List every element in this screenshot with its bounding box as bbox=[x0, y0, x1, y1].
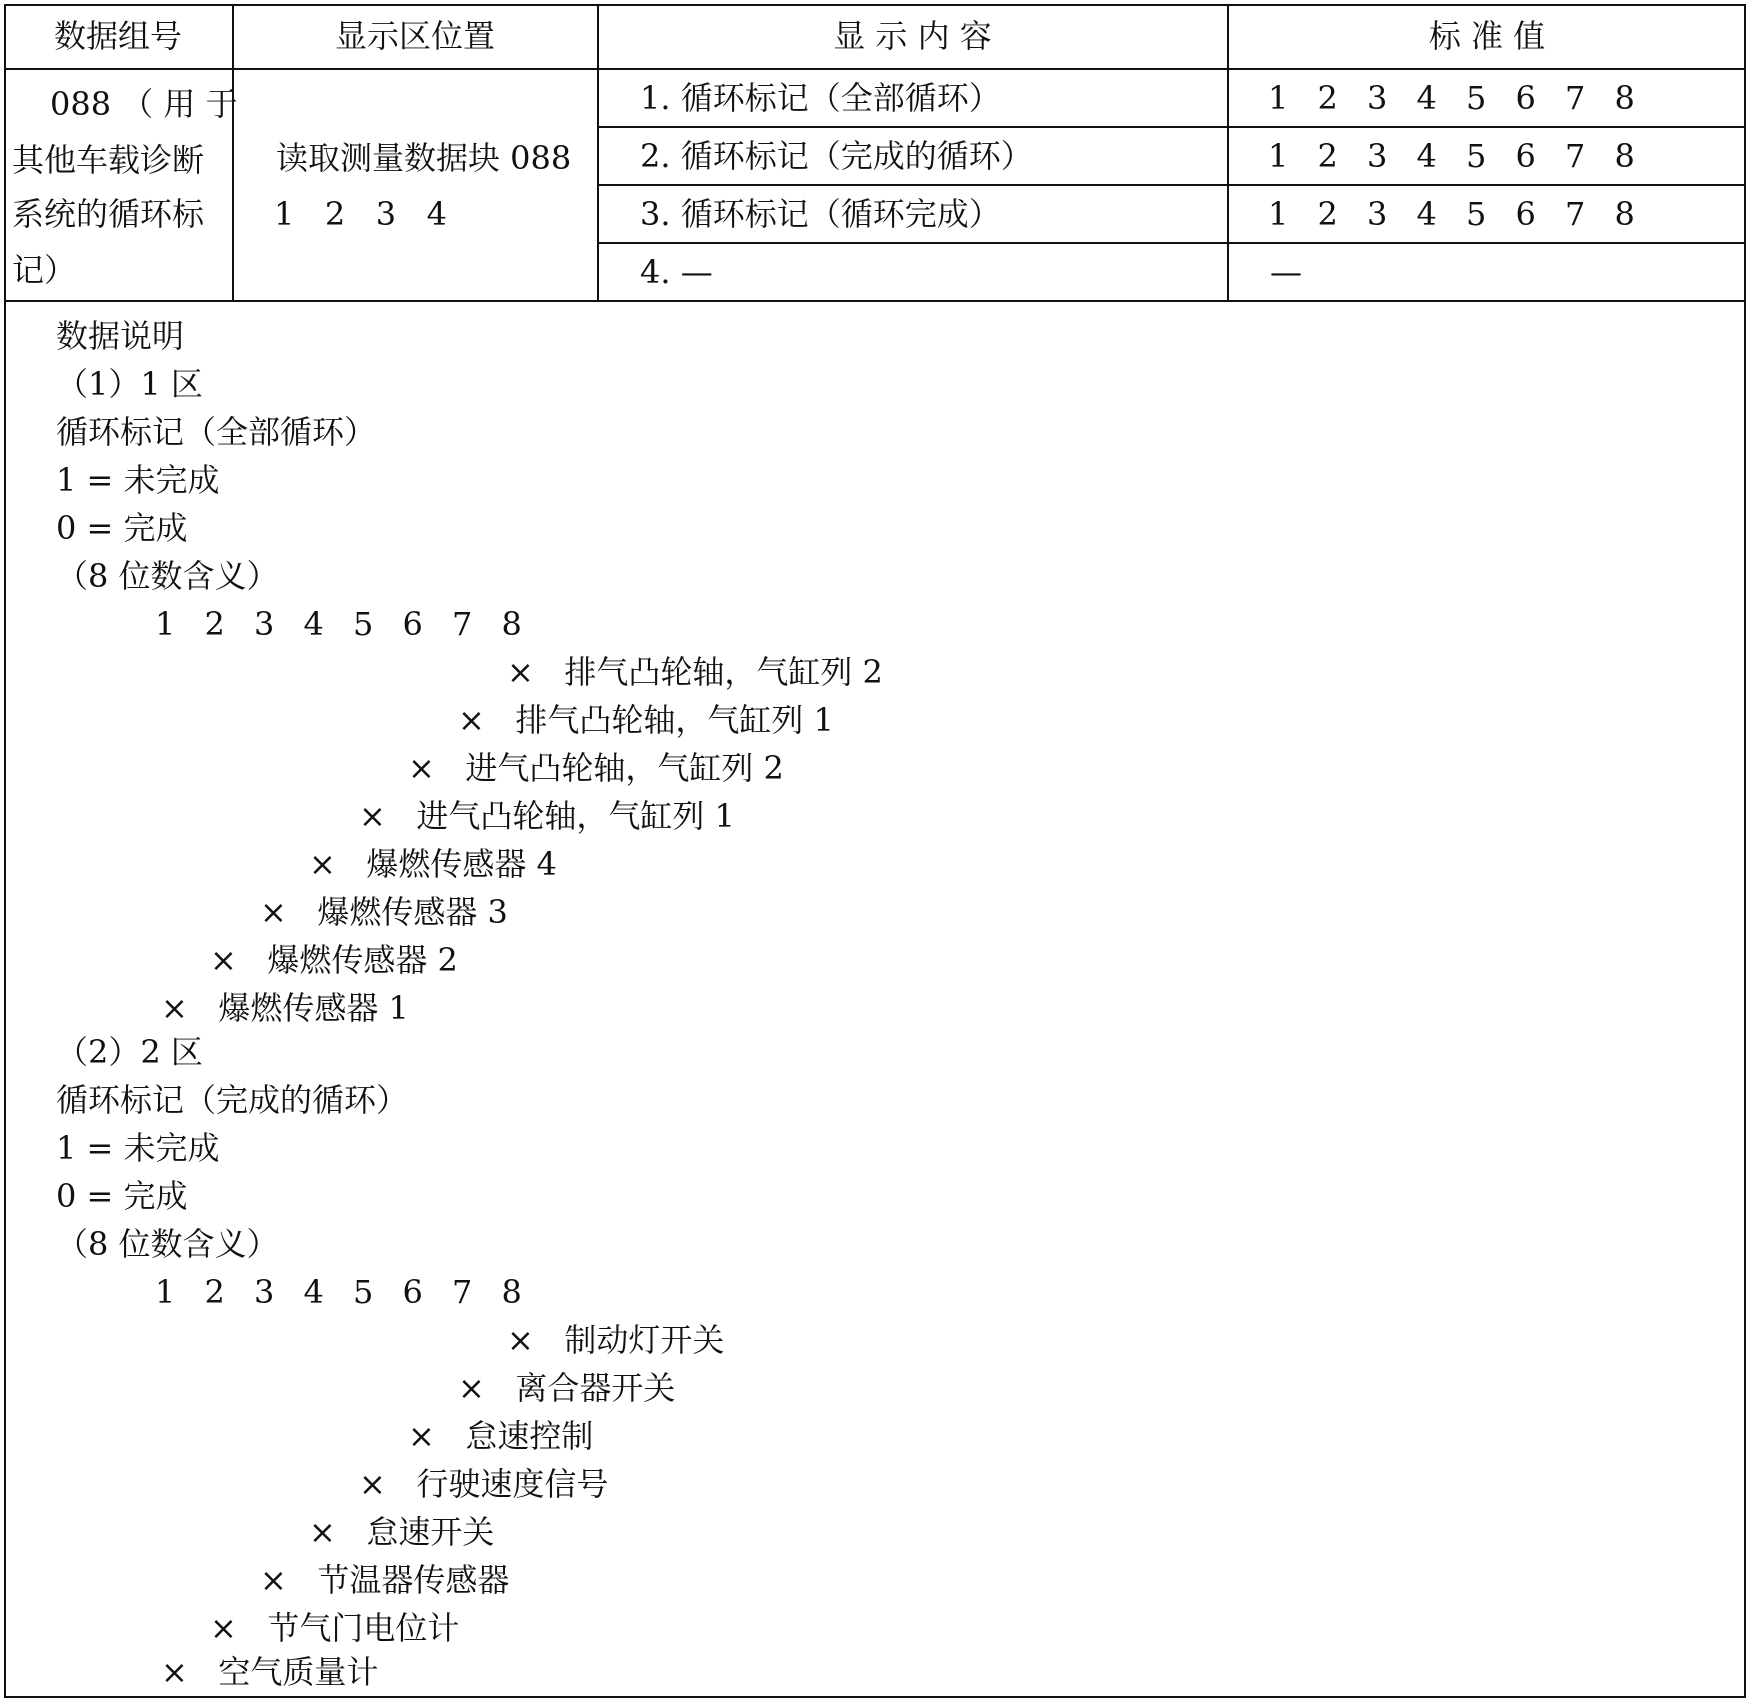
zone1-bit-3 bbox=[260, 892, 508, 932]
cross-mark: × bbox=[309, 1513, 336, 1551]
bit-digit: 3 bbox=[254, 605, 275, 643]
cross-mark: × bbox=[260, 893, 287, 931]
cross-mark: × bbox=[408, 749, 435, 787]
location-line-2: 1 2 3 4 bbox=[274, 195, 447, 233]
body-divider bbox=[4, 300, 1746, 302]
standard-digit: 6 bbox=[1515, 79, 1536, 117]
standard-digit: 2 bbox=[1317, 195, 1338, 233]
bit-digit: 3 bbox=[254, 1273, 275, 1311]
content-row-3: 3. 循环标记（循环完成） bbox=[640, 195, 1001, 233]
zone1-bit-5 bbox=[359, 796, 735, 836]
bit-label: 怠速开关 bbox=[366, 1513, 495, 1551]
location-line-1: 读取测量数据块 088 bbox=[276, 139, 572, 177]
bit-digit: 7 bbox=[452, 1273, 473, 1311]
cross-mark: × bbox=[309, 845, 336, 883]
standard-row-1 bbox=[1268, 80, 1664, 116]
bit-digit: 6 bbox=[402, 605, 423, 643]
zone2-zero: 0 = 完成 bbox=[56, 1177, 188, 1215]
content-row-1: 1. 循环标记（全部循环） bbox=[640, 79, 1001, 117]
zone2-bit-7 bbox=[458, 1368, 675, 1408]
cross-mark: × bbox=[458, 701, 485, 739]
bit-label: 爆燃传感器 3 bbox=[317, 893, 508, 931]
bit-label: 空气质量计 bbox=[218, 1653, 379, 1691]
bit-digit: 1 bbox=[155, 605, 176, 643]
bit-label: 排气凸轮轴，气缸列 1 bbox=[515, 701, 834, 739]
zone1-one: 1 = 未完成 bbox=[56, 461, 220, 499]
zone2-bit-6 bbox=[408, 1416, 593, 1456]
zone1-bit-4 bbox=[309, 844, 557, 884]
zone1-meaning: （8 位数含义） bbox=[56, 557, 279, 595]
standard-digit: 8 bbox=[1614, 79, 1635, 117]
standard-digit: 3 bbox=[1367, 79, 1388, 117]
standard-digit: 3 bbox=[1367, 137, 1388, 175]
standard-digit: 1 bbox=[1268, 79, 1289, 117]
bit-digit: 5 bbox=[353, 605, 374, 643]
cross-mark: × bbox=[507, 653, 534, 691]
cross-mark: × bbox=[260, 1561, 287, 1599]
zone1-bit-2 bbox=[210, 940, 458, 980]
bit-digit: 7 bbox=[452, 605, 473, 643]
cross-mark: × bbox=[359, 1465, 386, 1503]
header-standard-value: 标 准 值 bbox=[1428, 17, 1546, 55]
group-number-line-2: 其他车载诊断 bbox=[12, 141, 205, 179]
group-number-line-1: 088 （ 用 于 bbox=[50, 85, 238, 123]
zone1-bit-6 bbox=[408, 748, 784, 788]
zone2-bit-5 bbox=[359, 1464, 608, 1504]
zone2-one: 1 = 未完成 bbox=[56, 1129, 220, 1167]
standard-digit: 7 bbox=[1565, 79, 1586, 117]
cross-mark: × bbox=[161, 1653, 188, 1691]
standard-digit: 1 bbox=[1268, 137, 1289, 175]
standard-row-3 bbox=[1268, 196, 1664, 232]
header-display-content: 显 示 内 容 bbox=[833, 17, 992, 55]
cross-mark: × bbox=[161, 989, 188, 1027]
header-display-location: 显示区位置 bbox=[334, 17, 495, 55]
zone1-digits bbox=[155, 604, 551, 644]
row-divider-2 bbox=[598, 184, 1746, 186]
table-frame bbox=[4, 4, 1746, 1698]
zone2-name: 循环标记（完成的循环） bbox=[56, 1081, 409, 1119]
zone2-bit-4 bbox=[309, 1512, 494, 1552]
zone2-bit-8 bbox=[507, 1320, 724, 1360]
zone1-zero: 0 = 完成 bbox=[56, 509, 188, 547]
bit-digit: 6 bbox=[402, 1273, 423, 1311]
zone1-name: 循环标记（全部循环） bbox=[56, 413, 377, 451]
header-divider bbox=[4, 68, 1746, 70]
zone2-bit-2 bbox=[210, 1608, 459, 1648]
bit-digit: 1 bbox=[155, 1273, 176, 1311]
group-number-line-3: 系统的循环标 bbox=[12, 195, 205, 233]
bit-digit: 8 bbox=[501, 605, 522, 643]
bit-label: 离合器开关 bbox=[515, 1369, 676, 1407]
standard-digit: 6 bbox=[1515, 195, 1536, 233]
zone1-bit-8 bbox=[507, 652, 883, 692]
standard-digit: 3 bbox=[1367, 195, 1388, 233]
standard-digit: 5 bbox=[1466, 195, 1487, 233]
group-number-line-4: 记） bbox=[12, 251, 77, 289]
bit-label: 爆燃传感器 2 bbox=[267, 941, 458, 979]
zone2-meaning: （8 位数含义） bbox=[56, 1225, 279, 1263]
standard-digit: 6 bbox=[1515, 137, 1536, 175]
cross-mark: × bbox=[458, 1369, 485, 1407]
standard-digit: 4 bbox=[1416, 195, 1437, 233]
standard-row-4: — bbox=[1270, 253, 1302, 291]
bit-digit: 8 bbox=[501, 1273, 522, 1311]
standard-digit: 5 bbox=[1466, 137, 1487, 175]
bit-digit: 4 bbox=[303, 605, 324, 643]
bit-label: 爆燃传感器 4 bbox=[366, 845, 557, 883]
content-row-4: 4. — bbox=[640, 253, 713, 291]
zone1-bit-1 bbox=[161, 988, 409, 1028]
standard-digit: 4 bbox=[1416, 137, 1437, 175]
standard-digit: 7 bbox=[1565, 195, 1586, 233]
zone1-bit-7 bbox=[458, 700, 834, 740]
notes-title: 数据说明 bbox=[56, 317, 185, 355]
cross-mark: × bbox=[359, 797, 386, 835]
zone2-bit-3 bbox=[260, 1560, 509, 1600]
bit-label: 怠速控制 bbox=[465, 1417, 594, 1455]
bit-digit: 5 bbox=[353, 1273, 374, 1311]
bit-digit: 2 bbox=[204, 605, 225, 643]
zone2-bit-1 bbox=[161, 1652, 378, 1692]
standard-digit: 2 bbox=[1317, 137, 1338, 175]
cross-mark: × bbox=[210, 941, 237, 979]
bit-label: 进气凸轮轴，气缸列 1 bbox=[416, 797, 735, 835]
header-group-number: 数据组号 bbox=[53, 17, 182, 55]
content-row-2: 2. 循环标记（完成的循环） bbox=[640, 137, 1033, 175]
standard-digit: 8 bbox=[1614, 137, 1635, 175]
standard-row-2 bbox=[1268, 138, 1664, 174]
zone1-heading: （1）1 区 bbox=[56, 365, 203, 403]
zone2-digits bbox=[155, 1272, 551, 1312]
row-divider-3 bbox=[598, 242, 1746, 244]
standard-digit: 7 bbox=[1565, 137, 1586, 175]
standard-digit: 5 bbox=[1466, 79, 1487, 117]
cross-mark: × bbox=[507, 1321, 534, 1359]
standard-digit: 4 bbox=[1416, 79, 1437, 117]
zone2-heading: （2）2 区 bbox=[56, 1033, 203, 1071]
standard-digit: 1 bbox=[1268, 195, 1289, 233]
cross-mark: × bbox=[210, 1609, 237, 1647]
row-divider-1 bbox=[598, 126, 1746, 128]
bit-label: 行驶速度信号 bbox=[416, 1465, 609, 1503]
cross-mark: × bbox=[408, 1417, 435, 1455]
standard-digit: 8 bbox=[1614, 195, 1635, 233]
bit-label: 节气门电位计 bbox=[267, 1609, 460, 1647]
bit-label: 节温器传感器 bbox=[317, 1561, 510, 1599]
bit-label: 制动灯开关 bbox=[564, 1321, 725, 1359]
bit-digit: 4 bbox=[303, 1273, 324, 1311]
bit-label: 进气凸轮轴，气缸列 2 bbox=[465, 749, 784, 787]
standard-digit: 2 bbox=[1317, 79, 1338, 117]
bit-label: 排气凸轮轴，气缸列 2 bbox=[564, 653, 883, 691]
bit-digit: 2 bbox=[204, 1273, 225, 1311]
bit-label: 爆燃传感器 1 bbox=[218, 989, 409, 1027]
